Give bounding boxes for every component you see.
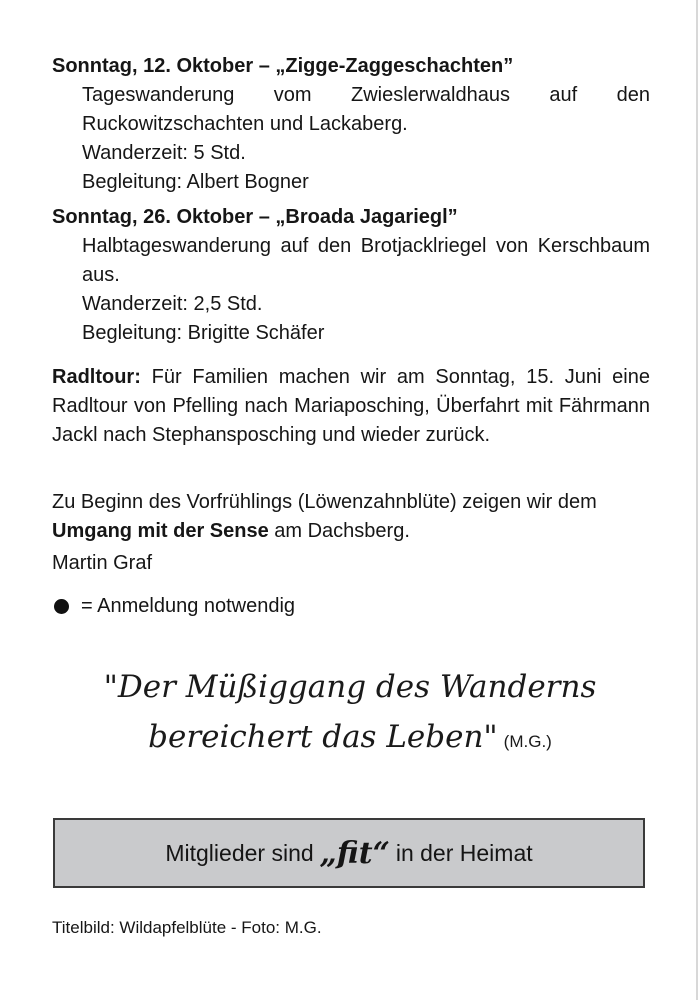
event-1-duration: Wanderzeit: 5 Std. xyxy=(82,142,246,164)
author: Martin Graf xyxy=(52,552,153,574)
radltour-label: Radltour: xyxy=(52,366,141,388)
event-2-description: Halbtageswanderung auf den Brotjacklriegel von Kerschbaum aus. xyxy=(82,235,650,286)
quote-line-2: bereichert das Leben" xyxy=(148,719,498,755)
radltour-paragraph xyxy=(52,363,650,450)
quote-line-1: "Der Müßiggang des Wanderns xyxy=(103,669,597,705)
sense-paragraph xyxy=(52,488,650,546)
event-1-title: Sonntag, 12. Oktober – „Zigge-Zaggeschachten” xyxy=(52,55,514,77)
legend-text: = Anmeldung notwendig xyxy=(81,595,296,617)
quote-line-2-row xyxy=(40,712,660,767)
motto-before: Mitglieder sind xyxy=(165,839,314,866)
event-2-guide: Begleitung: Brigitte Schäfer xyxy=(82,322,325,344)
event-1-guide: Begleitung: Albert Bogner xyxy=(82,171,309,193)
event-2-title: Sonntag, 26. Oktober – „Broada Jagariegl” xyxy=(52,206,458,228)
sense-text-before: Zu Beginn des Vorfrühlings (Löwenzahnblüte) zeigen wir dem xyxy=(52,491,597,513)
motto-banner xyxy=(53,818,645,888)
photo-caption: Titelbild: Wildapfelblüte - Foto: M.G. xyxy=(52,918,322,937)
motto-fit: „fit“ xyxy=(319,835,390,871)
event-1 xyxy=(52,52,650,197)
quote xyxy=(40,662,660,767)
bullet-dot-icon xyxy=(54,599,69,614)
sense-text-after: am Dachsberg. xyxy=(268,520,410,542)
radltour-text: Für Familien machen wir am Sonntag, 15. Juni eine Radltour von Pfelling nach Mariaposching, Überfahrt mit Fährmann Jackl nach Stephansposching und wieder zurück. xyxy=(52,366,650,446)
event-2-duration: Wanderzeit: 2,5 Std. xyxy=(82,293,263,315)
quote-attribution: (M.G.) xyxy=(503,732,552,751)
event-2 xyxy=(52,203,650,348)
legend xyxy=(52,592,295,621)
motto-after: in der Heimat xyxy=(395,839,533,866)
sense-text-bold: Umgang mit der Sense xyxy=(52,520,269,542)
event-1-description: Tageswanderung vom Zwieslerwaldhaus auf den Ruckowitzschachten und Lackaberg. xyxy=(82,84,650,135)
